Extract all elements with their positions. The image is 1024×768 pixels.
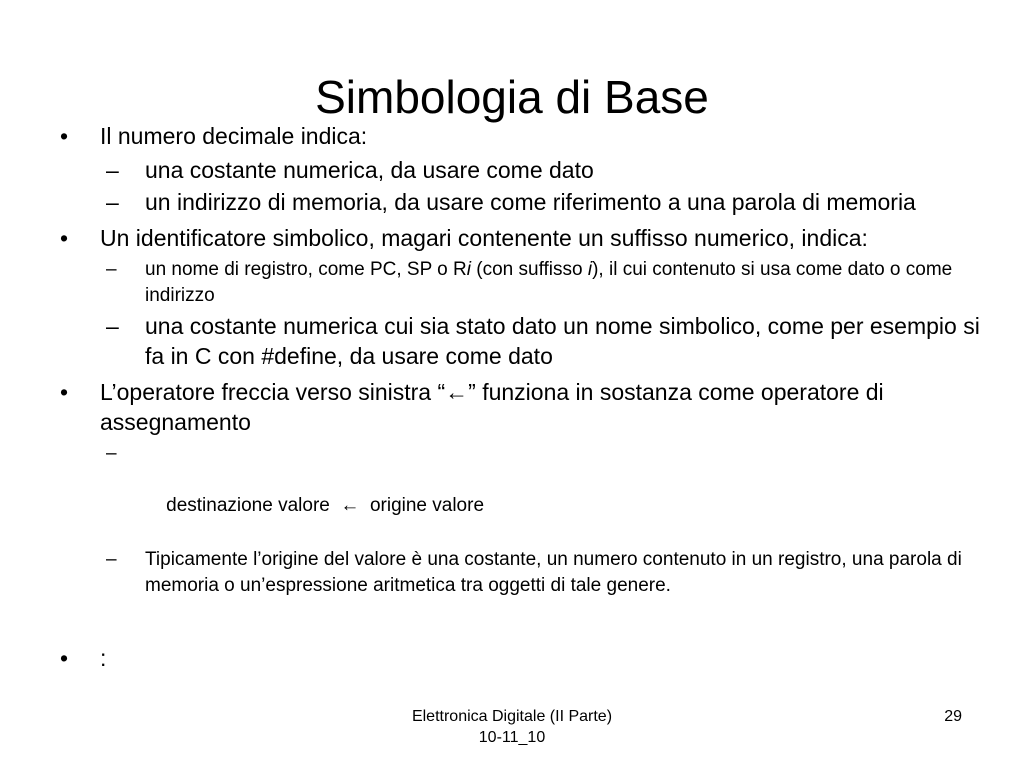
sub-bullet-costante-simbolica [106, 311, 980, 371]
footer-course-code: 10-11_10 [478, 729, 546, 746]
bullet-marker: • [60, 123, 69, 149]
sub-bullet-text: una costante numerica, da usare come dato [145, 157, 594, 183]
bullet-text: Un identificatore simbolico, magari contenente un suffisso numerico, indica: [100, 225, 868, 251]
dash-marker: – [106, 549, 117, 570]
dash-marker: – [106, 259, 117, 280]
sub-bullet-text: un indirizzo di memoria, da usare come riferimento a una parola di memoria [145, 189, 916, 215]
bullet-identificatore [60, 223, 980, 253]
bullet-text: Il numero decimale indica: [100, 123, 368, 149]
bullet-marker: • [60, 645, 69, 671]
sub-bullet-registro [106, 257, 980, 309]
dash-marker: – [106, 189, 119, 215]
sub-bullet-indirizzo [106, 187, 980, 217]
footer-course-title: Elettronica Digitale (II Parte) [411, 708, 613, 725]
bullet-marker: • [60, 379, 69, 405]
sub-bullet-destinazione [106, 441, 980, 545]
sub-bullet-text: un nome di registro, come PC, SP o Ri (con suffisso i), il cui contenuto si usa come dato o come indirizzo [145, 259, 953, 306]
bullet-numero-decimale [60, 121, 980, 151]
slide-content [60, 121, 980, 677]
dash-marker: – [106, 313, 119, 339]
bullet-operatore-freccia [60, 377, 980, 437]
sub-bullet-costante [106, 155, 980, 185]
sub-bullet-text: Tipicamente l’origine del valore è una costante, un numero contenuto in un registro, una parola di memoria o un’espressione aritmetica tra oggetti di tale genere. [145, 549, 962, 596]
bullet-text: : [100, 645, 107, 671]
footer-course [330, 706, 694, 748]
slide-title: Simbologia di Base [315, 71, 709, 123]
dash-marker: – [106, 157, 119, 183]
sub-bullet-text: una costante numerica cui sia stato dato un nome simbolico, come per esempio si fa in C con #define, da usare come dato [145, 313, 980, 369]
sub-bullet-tipicamente [106, 547, 980, 599]
bullet-text: L’operatore freccia verso sinistra “←” funziona in sostanza come operatore di assegnamento [100, 379, 884, 435]
dash-marker: – [106, 443, 117, 464]
bullet-colon [60, 643, 980, 673]
page-number: 29 [944, 708, 962, 725]
bullet-marker: • [60, 225, 69, 251]
sub-bullet-text: destinazione valore ← origine valore [166, 495, 485, 516]
